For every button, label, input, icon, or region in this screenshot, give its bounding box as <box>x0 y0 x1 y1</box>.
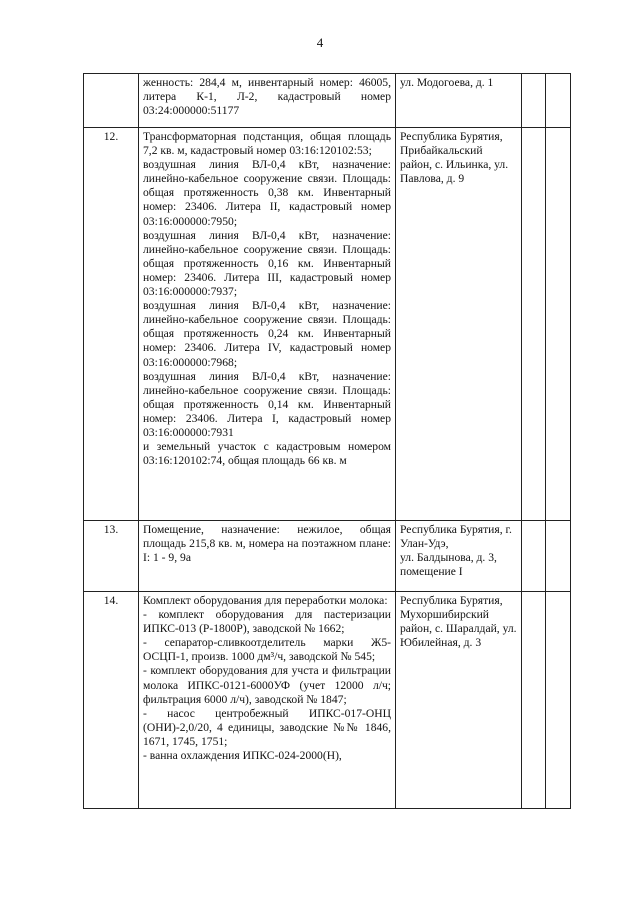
row-address: Республика Бурятия, г. Улан-Удэ, ул. Балдынова, д. 3, помещение I <box>396 521 522 592</box>
table-row <box>84 74 571 128</box>
empty-cell <box>522 521 546 592</box>
row-address: Республика Бурятия, Мухоршибирский район, с. Шаралдай, ул. Юбилейная, д. 3 <box>396 592 522 809</box>
table-row <box>84 521 571 592</box>
table-row <box>84 592 571 809</box>
row-description: Трансформаторная подстанция, общая площадь 7,2 кв. м, кадастровый номер 03:16:120102:53; воздушная линия ВЛ-0,4 кВт, назначение: линейно-кабельное сооружение связи. Площадь: общая протяженность 0,38 км. Инвентарный номер: 23406. Литера II, кадастровый номер 03:16:000000:7950; воздушная линия ВЛ-0,4 кВт, назначение: линейно-кабельное сооружение связи. Площадь: общая протяженность 0,16 км. Инвентарный номер: 23406. Литера III, кадастровый номер 03:16:000000:7937; воздушная линия ВЛ-0,4 кВт, назначение: линейно-кабельное сооружение связи. Площадь: общая протяженность 0,24 км. Инвентарный номер: 23406. Литера IV, кадастровый номер 03:16:000000:7968; воздушная линия ВЛ-0,4 кВт, назначение: линейно-кабельное сооружение связи. Площадь: общая протяженность 0,14 км. Инвентарный номер: 23406. Литера I, кадастровый номер 03:16:000000:7931 и земельный участок с кадастровым номером 03:16:120102:74, общая площадь 66 кв. м <box>139 128 396 521</box>
table-row <box>84 128 571 521</box>
row-description: женность: 284,4 м, инвентарный номер: 46005, литера К-1, Л-2, кадастровый номер 03:24:000000:51177 <box>139 74 396 128</box>
row-address: Республика Бурятия, Прибайкальский район, с. Ильинка, ул. Павлова, д. 9 <box>396 128 522 521</box>
row-description: Комплект оборудования для переработки молока: - комплект оборудования для пастеризации ИПКС-013 (Р-1800Р), заводской № 1662; - сепаратор-сливкоотделитель марки Ж5-ОСЦП-1, произв. 1000 дм³/ч, заводской № 545; - комплект оборудования для учста и фильтрации молока ИПКС-0121-6000УФ (учет 12000 л/ч; фильтрация 6000 л/ч), заводской № 1847; - насос центробежный ИПКС-017-ОНЦ (ОНИ)-2,0/20, 4 единицы, заводские №№ 1846, 1671, 1745, 1751; - ванна охлаждения ИПКС-024-2000(Н), <box>139 592 396 809</box>
page-number: 4 <box>316 35 324 50</box>
empty-cell <box>546 592 571 809</box>
row-number: 13. <box>84 521 139 592</box>
row-description: Помещение, назначение: нежилое, общая площадь 215,8 кв. м, номера на поэтажном плане: I: 1 - 9, 9а <box>139 521 396 592</box>
empty-cell <box>546 128 571 521</box>
empty-cell <box>522 592 546 809</box>
empty-cell <box>546 521 571 592</box>
row-address: ул. Модогоева, д. 1 <box>396 74 522 128</box>
empty-cell <box>522 128 546 521</box>
row-number: 12. <box>84 128 139 521</box>
empty-cell <box>522 74 546 128</box>
row-number: 14. <box>84 592 139 809</box>
row-number <box>84 74 139 128</box>
property-table <box>83 73 571 809</box>
empty-cell <box>546 74 571 128</box>
